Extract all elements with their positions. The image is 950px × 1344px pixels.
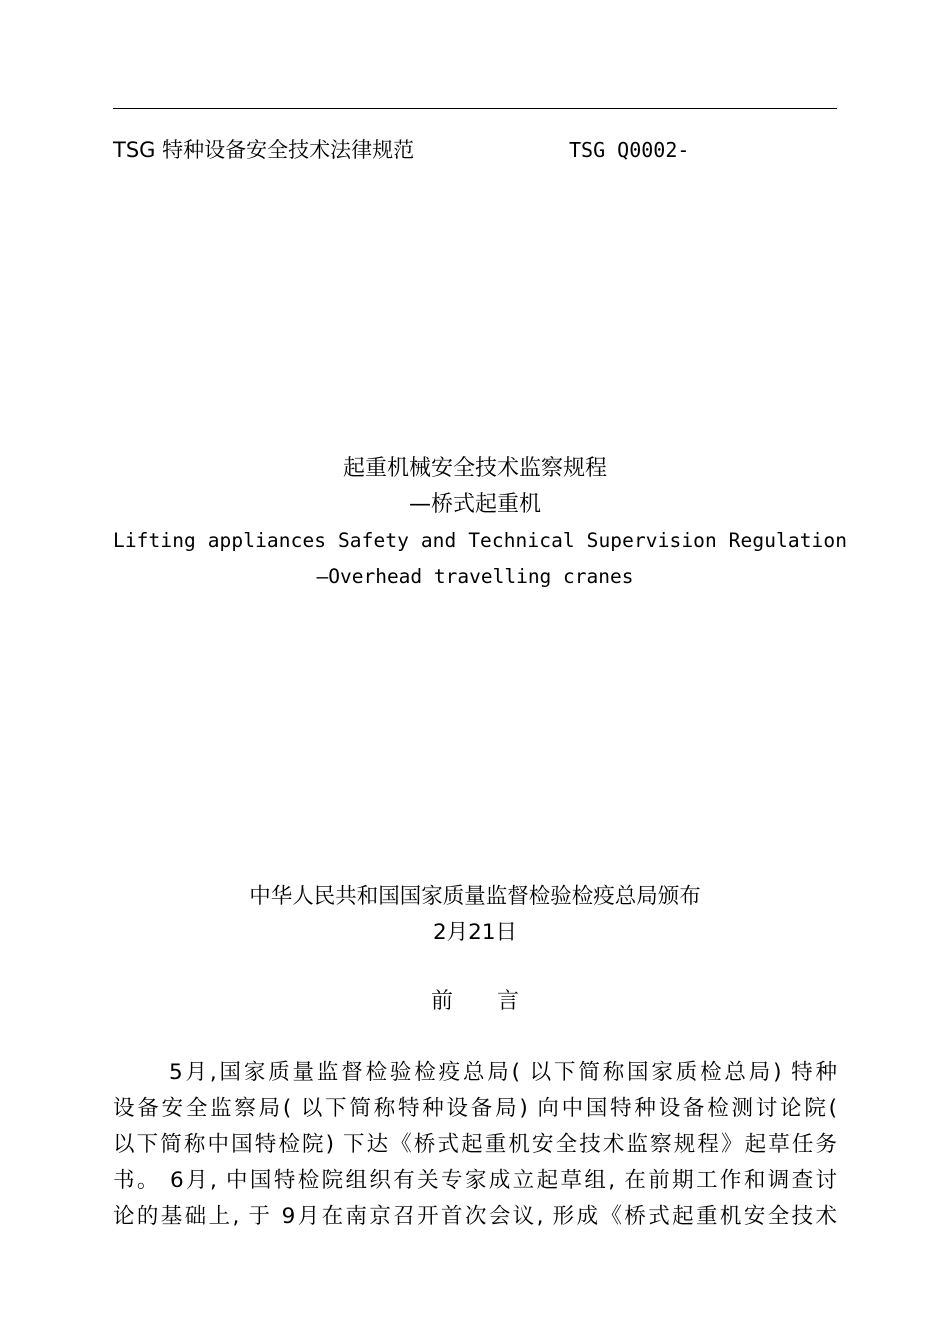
preface-line: 5月,国家质量监督检验检疫总局( 以下简称国家质检总局) 特种 <box>169 1060 837 1085</box>
preface-line: 书。 6月, 中国特检院组织有关专家成立起草组, 在前期工作和调查讨 <box>113 1168 837 1193</box>
header-rule <box>113 108 837 109</box>
document-title-en: Lifting appliances Safety and Technical Supervision Regulation <box>113 529 848 552</box>
header-document-code: TSG Q0002- <box>569 138 690 162</box>
document-subtitle-en: —Overhead travelling cranes <box>316 565 634 588</box>
issuing-authority: 中华人民共和国国家质量监督检验检疫总局颁布 <box>249 884 701 909</box>
preface-line: 设备安全监察局( 以下简称特种设备局) 向中国特种设备检测讨论院( <box>113 1096 837 1121</box>
document-title-cn: 起重机械安全技术监察规程 <box>342 456 607 481</box>
preface-line: 论的基础上, 于 9月在南京召开首次会议, 形成《桥式起重机安全技术 <box>113 1204 837 1229</box>
preface-line: 以下简称中国特检院) 下达《桥式起重机安全技术监察规程》起草任务 <box>113 1132 837 1157</box>
preface-paragraph <box>113 1055 837 1235</box>
document-subtitle-cn: —桥式起重机 <box>408 492 541 517</box>
header-regulation-category: TSG 特种设备安全技术法律规范 <box>113 138 415 162</box>
issue-date: 2月21日 <box>432 920 518 945</box>
preface-heading-left: 前 <box>430 989 453 1014</box>
preface-heading <box>113 987 837 1017</box>
preface-heading-right: 言 <box>497 989 520 1014</box>
